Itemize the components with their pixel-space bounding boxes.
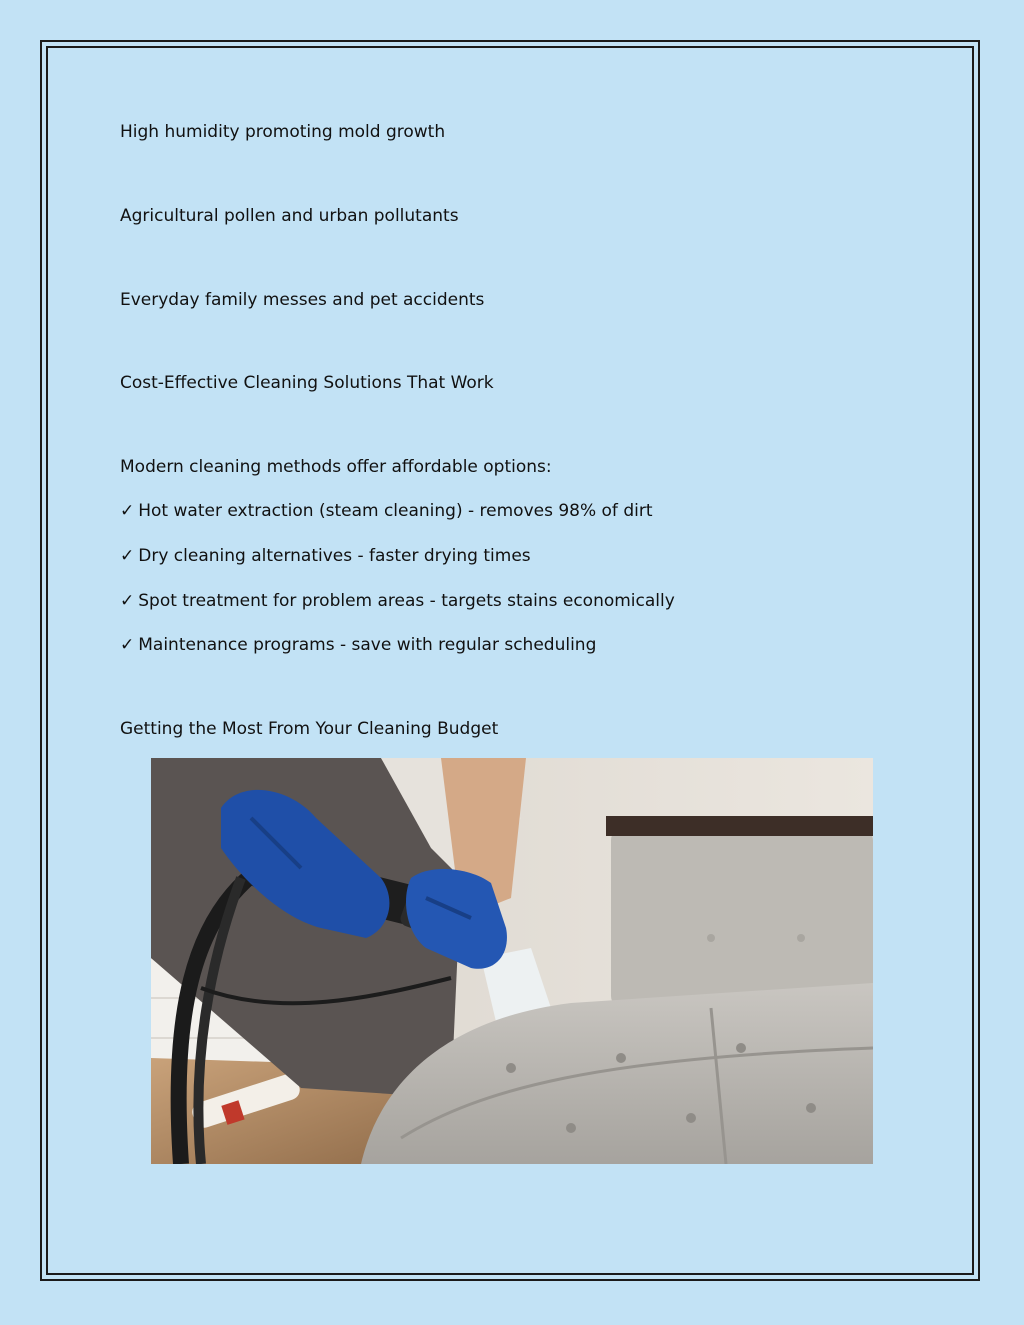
- checkmark-icon: ✓: [120, 501, 135, 521]
- upholstery-cleaning-photo: [151, 758, 873, 1164]
- check-item: [120, 500, 653, 522]
- checkmark-icon: ✓: [120, 546, 135, 566]
- checkmark-icon: ✓: [120, 635, 135, 655]
- check-item-text: Hot water extraction (steam cleaning) - removes 98% of dirt: [138, 501, 653, 521]
- check-item-text: Dry cleaning alternatives - faster drying times: [138, 546, 531, 566]
- checkmark-icon: ✓: [120, 591, 135, 611]
- check-item: [120, 634, 596, 656]
- check-item: [120, 590, 675, 612]
- text-messes: Everyday family messes and pet accidents: [120, 290, 485, 310]
- text-pollen: Agricultural pollen and urban pollutants: [120, 206, 459, 226]
- text-humidity: High humidity promoting mold growth: [120, 122, 446, 142]
- text-modern-methods: Modern cleaning methods offer affordable options:: [120, 457, 552, 477]
- check-item: [120, 545, 531, 567]
- heading-cost-effective: Cost-Effective Cleaning Solutions That Work: [120, 373, 494, 393]
- heading-cleaning-budget: Getting the Most From Your Cleaning Budget: [120, 719, 499, 739]
- check-item-text: Maintenance programs - save with regular scheduling: [138, 635, 597, 655]
- check-item-text: Spot treatment for problem areas - targets stains economically: [138, 591, 675, 611]
